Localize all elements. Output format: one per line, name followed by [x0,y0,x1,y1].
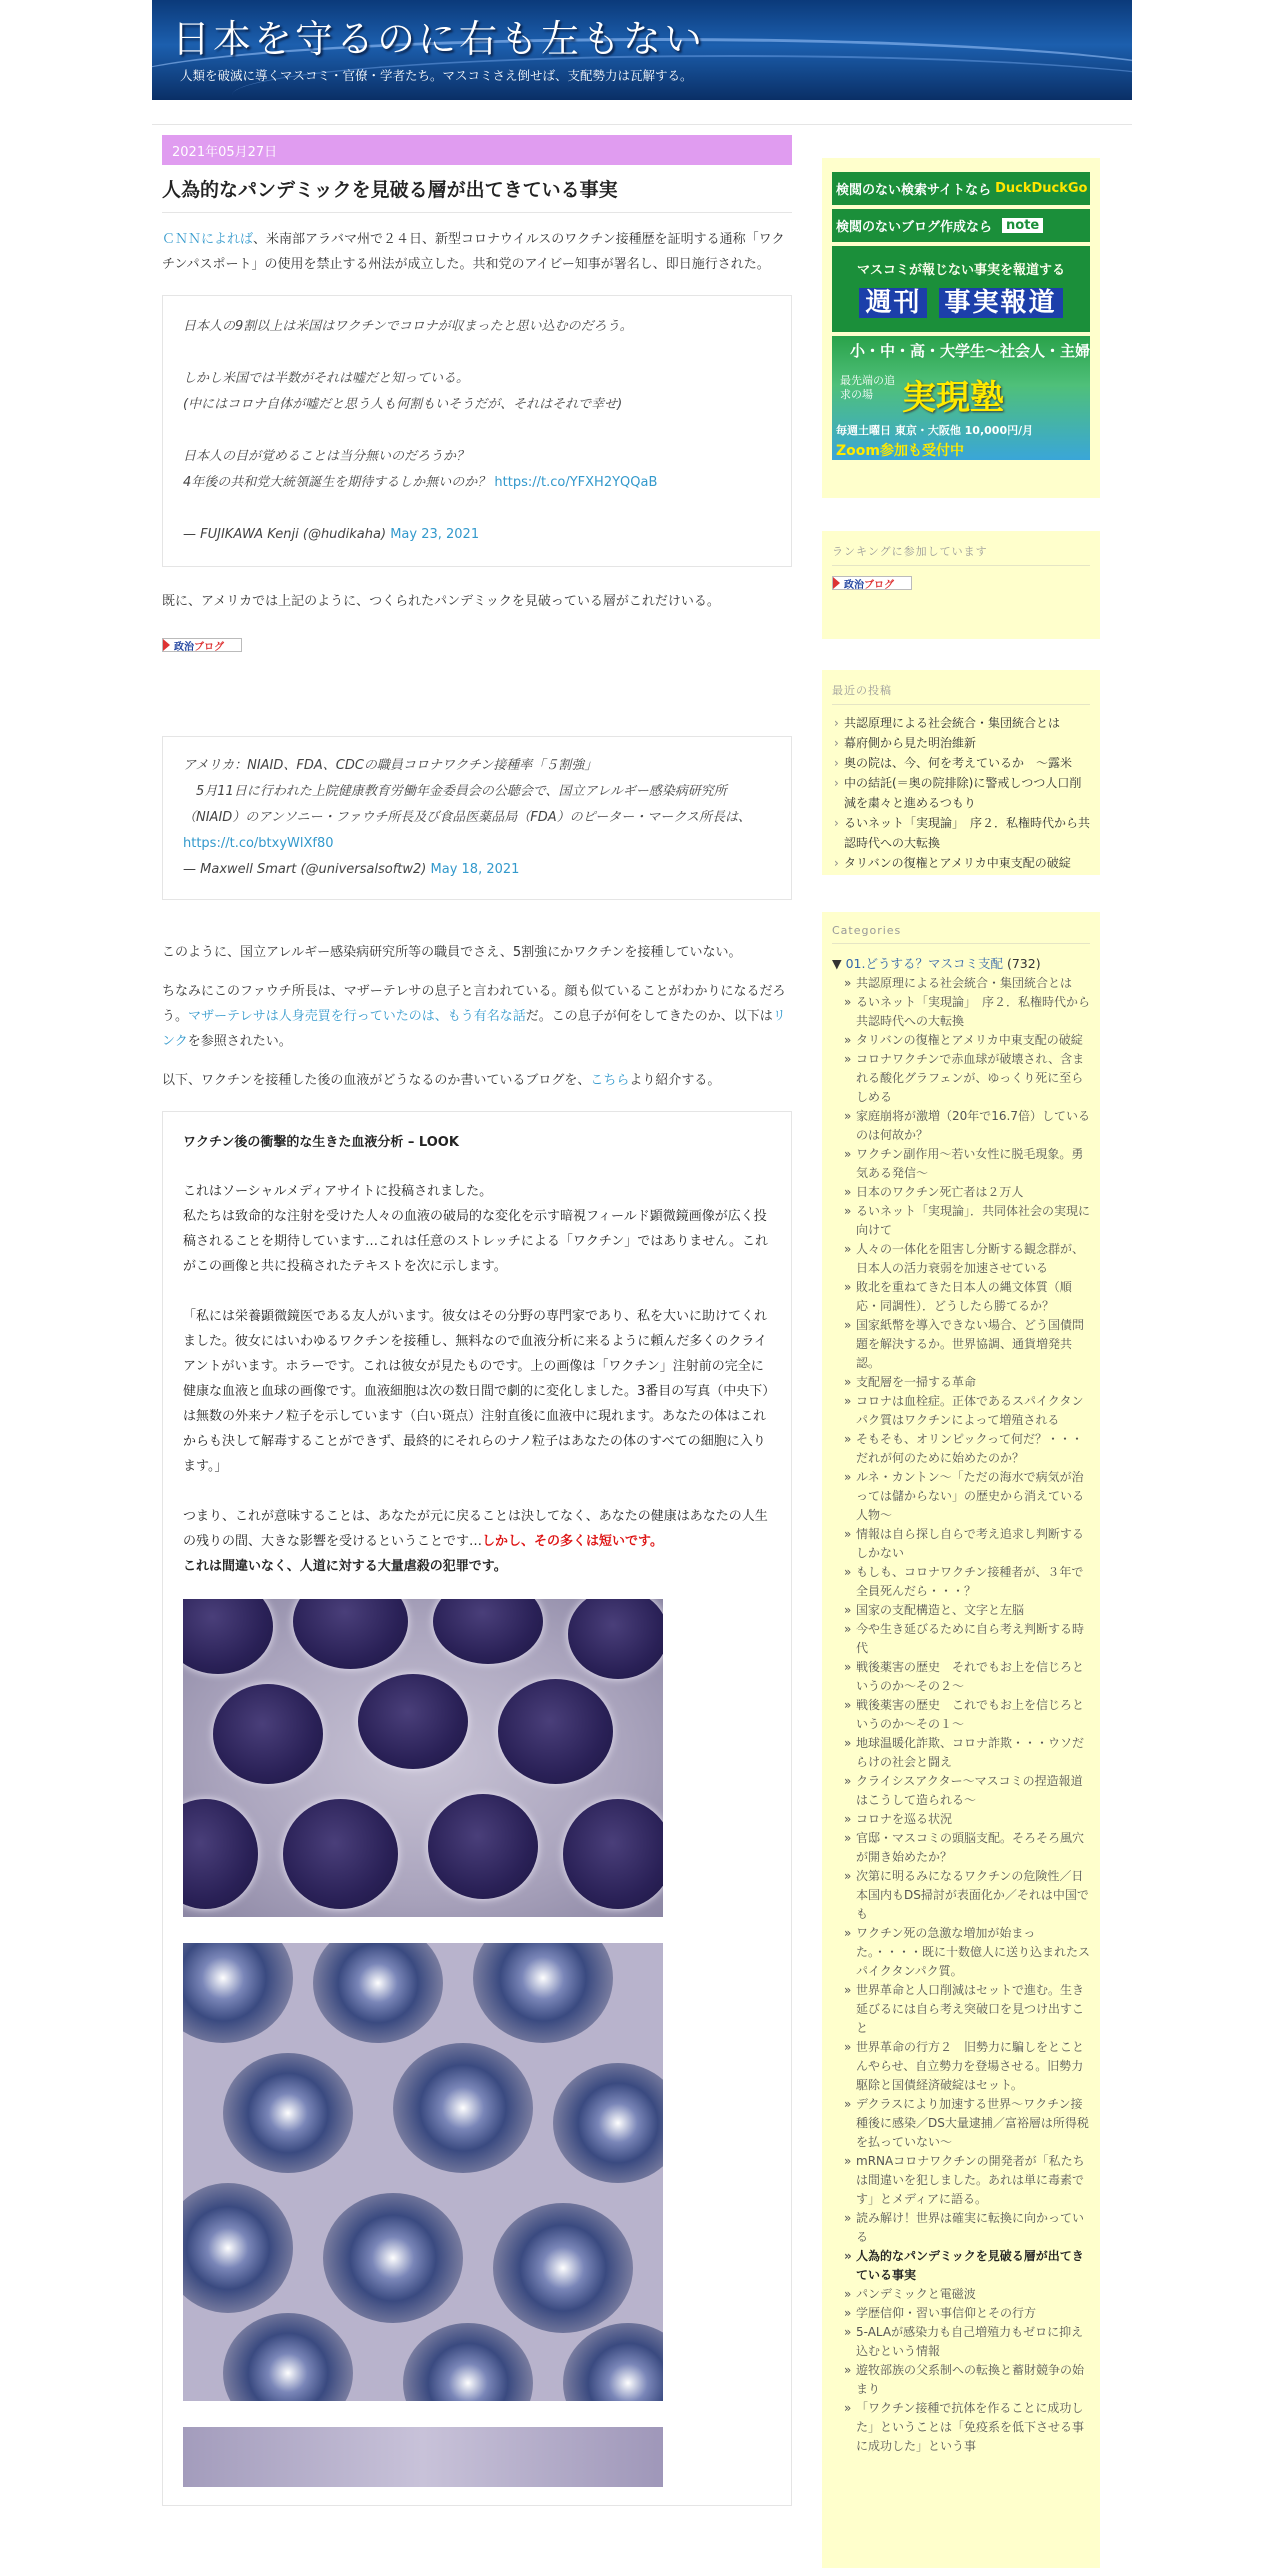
category-post-item[interactable]: » もしも、コロナワクチン接種者が、３年で全員死んだら・・・？ [832,1563,1090,1601]
emphasis-text: しかし、その多くは短いです。 [482,1534,663,1549]
article-text: これはソーシャルメディアサイトに投稿されました。 [183,1184,493,1199]
embedded-tweet [162,295,792,567]
sidebar-categories [822,912,1100,2568]
ad-note[interactable]: 検閲のないブログ作成なら note [832,209,1090,242]
tweet-line: 日本人の9割以上は米国はワクチンでコロナが収まったと思い込むのだろう。 [183,319,633,334]
tweet-line: (中にはコロナ自体が嘘だと思う人も何割もいそうだが、それはそれで幸せ) [183,397,623,412]
category-post-item[interactable]: » タリバンの復権とアメリカ中東支配の破綻 [832,1031,1090,1050]
category-post-item[interactable]: » 共認原理による社会統合・集団統合とは [832,974,1090,993]
category-post-item[interactable]: » 家庭崩将が激増（20年で16.7倍）しているのは何故か？ [832,1107,1090,1145]
category-toggle[interactable]: ▼ 01.どうする？マスコミ支配 (732) [832,956,1041,971]
category-post-item[interactable]: » 学歴信仰・習い事信仰とその行方 [832,2304,1090,2323]
tweet-date-link[interactable]: May 23, 2021 [390,527,480,542]
category-post-item[interactable]: » 人為的なパンデミックを見破る層が出てきている事実 [832,2247,1090,2285]
recent-post-item[interactable]: › 奥の院は、今、何を考えているか ～露米 [832,753,1090,773]
category-post-item[interactable]: » ワクチン副作用～若い女性に脱毛現象。勇気ある発信～ [832,1145,1090,1183]
blog-ranking-banner[interactable] [162,638,242,652]
widget-title: Categories [832,924,1090,944]
category-post-item[interactable]: » ワクチン死の急激な増加が始まった。・・・・既に十数億人に送り込まれたスパイクタンパク質。 [832,1924,1090,1981]
mother-teresa-link[interactable]: マザーテレサは人身売買を行っていたのは、もう有名な話 [188,1009,526,1024]
category-post-item[interactable]: » 次第に明るみになるワクチンの危険性／日本国内もDS掃討が表面化か／それは中国でも [832,1867,1090,1924]
banner-text: 政治ブログ [844,580,894,591]
article-text: 「私には栄養顕微鏡医である友人がいます。彼女はその分野の専門家であり、私を大いに助けてくれました。彼女にはいわゆるワクチンを接種し、無料なので血液分析に来るように頼んだ多くのクライアントがいます。ホラーです。これは彼女が見たものです。上の画像は「ワクチン」注射前の完全に健康な血液と血球の画像です。血液細胞は次の数日間で劇的に変化しました。3番目の写真（中央下）は無数の外来ナノ粒子を示しています（白い斑点）注射直後に血液中に現れます。あなたの体はこれからも決して解毒することができず、最終的にそれらのナノ粒子はあなたの体のすべての細胞に入ります。」 [183,1309,769,1474]
category-post-item[interactable]: » 世界革命の行方２ 旧勢力に騙しをとことんやらせ、自立勢力を登場させる。旧勢力駆除と国債経済破綻はセット。 [832,2038,1090,2095]
category-post-item[interactable]: » 敗北を重ねてきた日本人の縄文体質（順応・同調性）．どうしたら勝てるか？ [832,1278,1090,1316]
category-post-item[interactable]: » mRNAコロナワクチンの開発者が「私たちは間違いを犯しました。あれは単に毒素です」とメディアに語る。 [832,2152,1090,2209]
article-text: 私たちは致命的な注射を受けた人々の血液の破局的な変化を示す暗視フィールド顕微鏡画像が広く投稿されることを期待しています…これは任意のストレッチによる「ワクチン」ではありません。これがこの画像と共に投稿されたテキストを次に示します。 [183,1209,769,1274]
category-post-item[interactable]: » パンデミックと電磁波 [832,2285,1090,2304]
tweet-line: 日本人の目が覚めることは当分無いのだろうか？ [183,449,470,464]
blood-cells-image-third [183,2427,663,2487]
category-post-item[interactable]: » 情報は自ら探し自らで考え追求し判断するしかない [832,1525,1090,1563]
ad-banner[interactable] [832,172,1090,458]
tweet-line: 4年後の共和党大統領誕生を期待するしか無いのか？ [183,475,491,490]
paragraph: 以下、ワクチンを接種した後の血液がどうなるのか書いているブログを、こちらより紹介する。 [162,1073,721,1088]
category-posts-list [832,974,1090,2456]
intro-text: 、米南部アラバマ州で２４日、新型コロナウイルスのワクチン接種歴を証明する通称「ワクチンパスポート」の使用を禁止する州法が成立した。共和党のアイビー知事が署名し、即日施行された。 [162,232,785,272]
category-post-item[interactable]: » 5-ALAが感染力も自己増殖力もゼロに抑え込むという情報 [832,2323,1090,2361]
category-post-item[interactable]: » 戦後薬害の歴史 これでもお上を信じろというのか～その１～ [832,1696,1090,1734]
category-post-item[interactable]: » クライシスアクター～マスコミの捏造報道はこうして造られる～ [832,1772,1090,1810]
paragraph: 既に、アメリカでは上記のように、つくられたパンデミックを見破っている層がこれだけいる。 [162,594,720,609]
category-post-item[interactable]: » るいネット「実現論」．共同体社会の実現に向けて [832,1202,1090,1240]
category-post-item[interactable]: » そもそも、オリンピックって何だ？・・・だれが何のために始めたのか？ [832,1430,1090,1468]
category-post-item[interactable]: » 「ワクチン接種で抗体を作ることに成功した」ということは「免疫系を低下させる事に成功した」という事 [832,2399,1090,2456]
category-post-item[interactable]: » 読み解け！世界は確実に転換に向かっている [832,2209,1090,2247]
category-post-item[interactable]: » 人々の一体化を阻害し分断する観念群が、日本人の活力衰弱を加速させている [832,1240,1090,1278]
recent-posts-list [832,713,1090,873]
recent-post-item[interactable]: › るいネット「実現論」 序２．私権時代から共認時代への大転換 [832,813,1090,853]
article-text: これは間違いなく、人道に対する大量虐殺の犯罪です。 [183,1559,507,1574]
category-post-item[interactable]: » 今や生き延びるために自ら考え判断する時代 [832,1620,1090,1658]
arrow-icon [163,639,170,651]
cnn-link[interactable]: ＣＮＮによれば [162,232,254,247]
category-post-item[interactable]: » るいネット「実現論」 序２．私権時代から共認時代への大転換 [832,993,1090,1031]
category-post-item[interactable]: » ルネ・カントン～「ただの海水で病気が治っては儲からない」の歴史から消えている人物～ [832,1468,1090,1525]
banner-text: 政治ブログ [174,642,224,653]
category-post-item[interactable]: » 遊牧部族の父系制への転換と蓄財競争の始まり [832,2361,1090,2399]
widget-title: 最近の投稿 [832,682,1090,705]
category-post-item[interactable]: » コロナワクチンで赤血球が破壊され、含まれる酸化グラフェンが、ゆっくり死に至らしめる [832,1050,1090,1107]
ad-weekly-news[interactable]: マスコミが報じない事実を報道する 週刊 事実報道 [832,246,1090,332]
post-date: 2021年05月27日 [162,135,792,165]
sidebar-recent-posts [822,670,1100,875]
reference-link[interactable]: リンク [162,1009,786,1049]
source-blog-link[interactable]: こちら [590,1073,630,1088]
post-intro [162,227,792,277]
article-text: つまり、これが意味することは、あなたが元に戻ることは決してなく、あなたの健康はあなたの人生の残りの間、大きな影響を受けるということです…しかし、その多くは短いです。 [183,1509,768,1549]
post-column [162,135,792,2506]
blood-cells-image-after [183,1943,663,2401]
category-post-item[interactable]: » コロナは血栓症。正体であるスパイクタンパク質はワクチンによって増殖される [832,1392,1090,1430]
paragraph: このように、国立アレルギー感染病研究所等の職員でさえ、5割強にかワクチンを接種していない。 [162,945,742,960]
category-post-item[interactable]: » 国家の支配構造と、文字と左脳 [832,1601,1090,1620]
category-post-item[interactable]: » 地球温暖化詐欺、コロナ詐欺・・・ウソだらけの社会と闘え [832,1734,1090,1772]
blog-title[interactable]: 日本を守るのに右も左もない [172,17,706,61]
article-heading: ワクチン後の衝撃的な生きた血液分析 – LOOK [183,1135,459,1150]
blog-header[interactable] [152,0,1132,100]
tweet-line: 5月11日に行われた上院健康教育労働年金委員会の公聴会で、国立アレルギー感染病研究所（NIAID）のアンソニー・ファウチ所長及び食品医薬品局（FDA）のピーター・マークス所長は、 [183,784,751,825]
paragraph: ちなみにこのファウチ所長は、マザーテレサの息子と言われている。顔も似ていることがわかりになるだろう。マザーテレサは人身売買を行っていたのは、もう有名な話だ。この息子が何をしてきたのか、以下はリンクを参照されたい。 [162,984,786,1049]
tweet-author: — FUJIKAWA Kenji (@hudikaha) [183,527,387,542]
sidebar-ranking-widget [822,531,1100,639]
divider [152,124,1132,125]
ad-duckduckgo[interactable]: 検閲のない検索サイトなら DuckDuckGo [832,172,1090,205]
category-post-item[interactable]: » 日本のワクチン死亡者は２万人 [832,1183,1090,1202]
blog-ranking-banner[interactable] [832,576,912,590]
category-link[interactable]: 01.どうする？マスコミ支配 [845,956,1003,971]
quoted-article [162,1111,792,2506]
recent-post-item[interactable]: › 中の結託(＝奥の院排除)に警戒しつつ人口削減を粛々と進めるつもり [832,773,1090,813]
tweet-link[interactable]: https://t.co/YFXH2YQQaB [494,475,658,490]
tweet-line: しかし米国では半数がそれは嘘だと知っている。 [183,371,470,386]
recent-post-item[interactable]: › 共認原理による社会統合・集団統合とは [832,713,1090,733]
category-post-item[interactable]: » 戦後薬害の歴史 それでもお上を信じろというのか～その２～ [832,1658,1090,1696]
category-post-item[interactable]: » コロナを巡る状況 [832,1810,1090,1829]
arrow-icon [833,577,840,589]
embedded-tweet [162,736,792,900]
tweet-date-link[interactable]: May 18, 2021 [430,862,520,877]
ad-jitsugen-juku[interactable]: 小・中・高・大学生～社会人・主婦 最先端の追求の場 実現塾 毎週土曜日 東京・大阪他 10,000円/月 Zoom参加も受付中 [832,336,1090,460]
tweet-line: アメリカ：NIAID、FDA、CDCの職員コロナワクチン接種率「５割強」 [183,758,598,773]
sidebar-ad-widget [822,158,1100,498]
category-post-item[interactable]: » 国家紙幣を導入できない場合、どう国債問題を解決するか。世界協調、通貨増発共認。 [832,1316,1090,1373]
recent-post-item[interactable]: › 幕府側から見た明治維新 [832,733,1090,753]
post-title: 人為的なパンデミックを見破る層が出てきている事実 [162,175,792,213]
recent-post-item[interactable]: › タリバンの復権とアメリカ中東支配の破綻 [832,853,1090,873]
category-post-item[interactable]: » 官邸・マスコミの頭脳支配。そろそろ風穴が開き始めたか？ [832,1829,1090,1867]
blood-cells-image-before [183,1599,663,1917]
category-post-item[interactable]: » 世界革命と人口削減はセットで進む。生き延びるには自ら考え突破口を見つけ出すこと [832,1981,1090,2038]
category-post-item[interactable]: » 支配層を一掃する革命 [832,1373,1090,1392]
tweet-link[interactable]: https://t.co/btxyWlXf80 [183,836,334,851]
widget-title: ランキングに参加しています [832,543,1090,566]
tweet-author: — Maxwell Smart (@universalsoftw2) [183,862,427,877]
category-post-item[interactable]: » デクラスにより加速する世界～ワクチン接種後に感染／DS大量逮捕／富裕層は所得税を払っていない～ [832,2095,1090,2152]
blog-tagline: 人類を破滅に導くマスコミ・官僚・学者たち。マスコミさえ倒せば、支配勢力は瓦解する。 [180,68,693,83]
